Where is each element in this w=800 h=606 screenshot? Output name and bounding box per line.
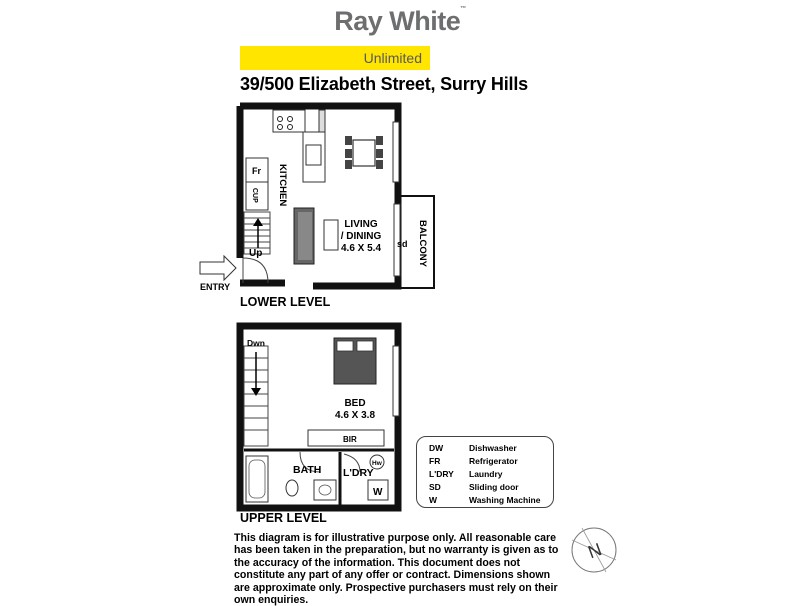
brand-logo: Ray White™ <box>334 6 466 36</box>
upper-level-plan <box>240 326 399 508</box>
bed-label: BED <box>344 398 366 409</box>
living-dimensions: 4.6 X 5.4 <box>340 243 382 254</box>
property-address: 39/500 Elizabeth Street, Surry Hills <box>240 74 528 94</box>
bed-dimensions: 4.6 X 3.8 <box>334 410 376 421</box>
lower-level-plan <box>200 106 434 288</box>
brand-name: Ray White <box>334 6 461 36</box>
cupboard-label: CUP <box>251 188 258 203</box>
compass-label: N <box>585 539 605 563</box>
legend-row: W Washing Machine <box>429 495 541 505</box>
stairs-down-label: Dwn <box>247 338 265 348</box>
stairs-up-label: Up <box>249 248 263 259</box>
legend-row: SD Sliding door <box>429 482 519 492</box>
tagline-text: Unlimited <box>363 50 422 66</box>
lower-level-title: LOWER LEVEL <box>240 295 331 309</box>
upper-level-title: UPPER LEVEL <box>240 511 327 525</box>
bath-label: BATH <box>293 464 322 476</box>
laundry-label: L'DRY <box>343 467 374 479</box>
hot-water-label: Hw <box>372 460 382 467</box>
living-label: LIVING <box>344 219 378 230</box>
balcony-label: BALCONY <box>417 220 428 267</box>
sliding-door-label: sd <box>397 239 408 249</box>
kitchen-label: KITCHEN <box>277 164 288 207</box>
dining-label: / DINING <box>340 231 382 242</box>
legend-row: DW Dishwasher <box>429 443 517 453</box>
fridge-label: Fr <box>252 166 261 176</box>
washer-label: W <box>373 487 383 498</box>
built-in-robe-label: BIR <box>343 435 357 444</box>
entry-label: ENTRY <box>200 282 231 292</box>
legend-row: FR Refrigerator <box>429 456 518 466</box>
legend-row: L'DRY Laundry <box>429 469 503 479</box>
abbreviation-legend <box>416 436 554 508</box>
disclaimer-text: This diagram is for illustrative purpose only. All reasonable care has been taken in the preparation, but no warranty is given as to the accuracy of the information. This document does not constitute any part of any offer or contract. Dimensions shown are approximate only. Prospective purchasers must rely on their own enquiries. <box>234 532 559 606</box>
